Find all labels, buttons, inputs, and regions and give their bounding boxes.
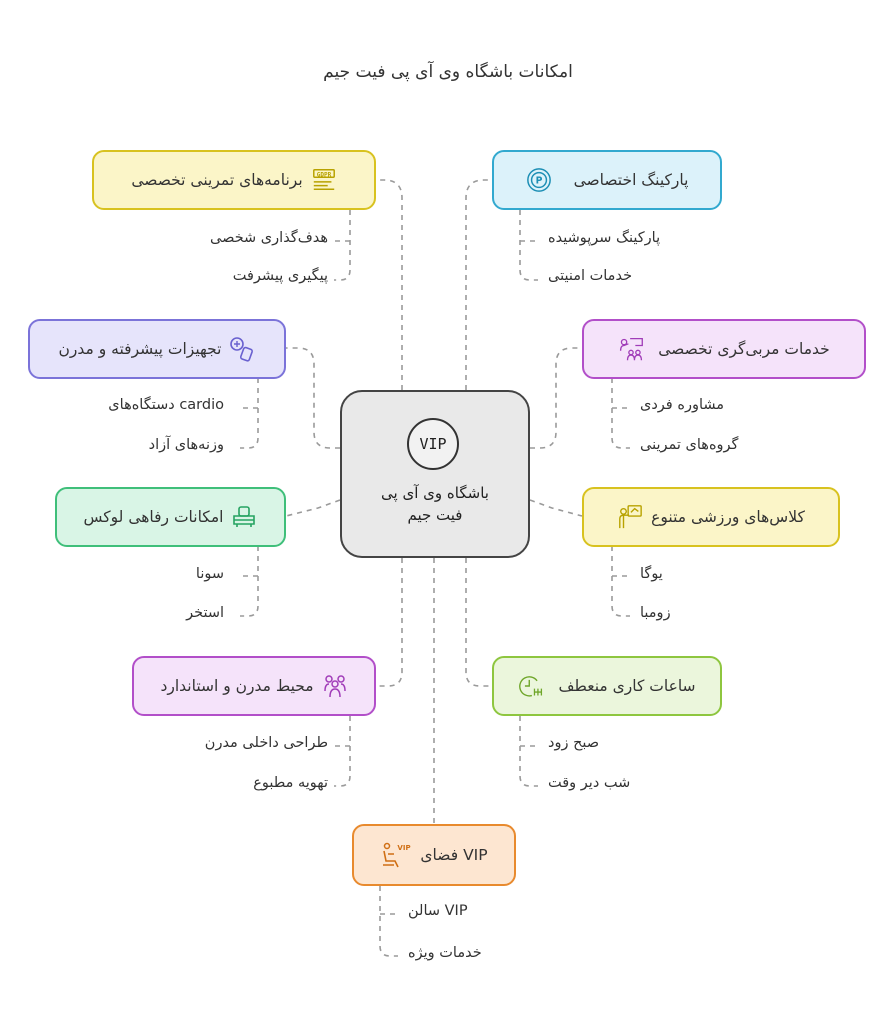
branch-equipment-label: تجهیزات پیشرفته و مدرن: [58, 340, 222, 358]
branch-hours: [492, 656, 722, 716]
branch-programs-label: برنامه‌های تمرینی تخصصی: [131, 171, 303, 189]
link-classes: [530, 500, 582, 516]
coaching-item-1: مشاوره فردی: [640, 397, 725, 413]
link-hours: [466, 558, 492, 686]
parking-item-1: پارکینگ سرپوشیده: [548, 230, 661, 246]
sub-link-environment: [334, 716, 350, 786]
branch-parking: [492, 150, 722, 210]
branch-classes-label: کلاس‌های ورزشی متنوع: [651, 508, 805, 526]
amenities-item-1: سونا: [195, 566, 224, 582]
link-amenities: [286, 500, 340, 516]
sub-link-coaching: [612, 378, 630, 448]
sub-link-programs: [334, 210, 350, 280]
vip-item-2: خدمات ویژه: [408, 945, 482, 961]
svg-text:GDPR: GDPR: [316, 171, 331, 179]
equipment-item-1: cardio دستگاه‌های: [108, 397, 224, 413]
center-node: [340, 390, 530, 558]
parking-icon: [526, 167, 552, 193]
branch-coaching-label: خدمات مربی‌گری تخصصی: [658, 340, 830, 358]
programs-item-1: هدف‌گذاری شخصی: [210, 230, 328, 246]
sub-link-parking: [520, 210, 538, 280]
hours-item-1: صبح زود: [548, 735, 600, 751]
parking-item-2: خدمات امنیتی: [548, 268, 633, 284]
equipment-icon: [229, 336, 255, 362]
hours-item-2: شب دیر وقت: [548, 775, 631, 791]
amenities-item-2: استخر: [186, 605, 224, 621]
diagram-title: امکانات باشگاه وی آی پی فیت جیم: [323, 62, 573, 82]
svg-text:P: P: [535, 175, 542, 187]
branch-parking-label: پارکینگ اختصاصی: [573, 171, 689, 189]
classes-item-2: زومبا: [640, 605, 671, 621]
branch-environment-label: محیط مدرن و استاندارد: [160, 677, 314, 695]
branch-vip-label: VIP فضای: [420, 846, 488, 864]
branch-programs: [92, 150, 376, 210]
vip-item-1: VIP سالن: [408, 903, 468, 919]
coaching-item-2: گروه‌های تمرینی: [640, 437, 739, 453]
branch-equipment: [28, 319, 286, 379]
center-title-line1: باشگاه وی آی پی: [381, 484, 489, 502]
equipment-item-2: وزنه‌های آزاد: [148, 437, 224, 453]
link-equipment: [286, 348, 340, 448]
vip-seat-icon: [380, 842, 412, 868]
sub-link-vip: [380, 886, 398, 956]
link-environment: [376, 558, 402, 686]
branch-vip: [352, 824, 516, 886]
people-group-icon: [322, 673, 348, 699]
svg-text:VIP: VIP: [397, 844, 411, 852]
branch-coaching: [582, 319, 866, 379]
classes-item-1: یوگا: [640, 566, 663, 582]
environment-item-2: تهویه مطبوع: [253, 775, 328, 791]
trainer-board-icon: [617, 504, 643, 530]
link-programs: [376, 180, 402, 390]
clock-flex-icon: [518, 673, 544, 699]
sub-link-equipment: [240, 378, 258, 448]
branch-amenities: [55, 487, 286, 547]
branch-environment: [132, 656, 376, 716]
sub-link-classes: [612, 546, 630, 616]
center-title-line2: فیت جیم: [407, 506, 463, 524]
branch-amenities-label: امکانات رفاهی لوکس: [83, 508, 224, 526]
sofa-icon: [231, 504, 257, 530]
programs-item-2: پیگیری پیشرفت: [232, 268, 328, 284]
sub-link-amenities: [240, 546, 258, 616]
branch-classes: [582, 487, 840, 547]
link-coaching: [530, 348, 582, 448]
environment-item-1: طراحی داخلی مدرن: [204, 735, 328, 751]
vip-badge: VIP: [407, 418, 459, 470]
gdpr-document-icon: [311, 167, 337, 193]
coach-icon: [618, 336, 644, 362]
sub-link-hours: [520, 716, 538, 786]
link-parking: [466, 180, 492, 390]
branch-hours-label: ساعات کاری منعطف: [558, 677, 696, 695]
